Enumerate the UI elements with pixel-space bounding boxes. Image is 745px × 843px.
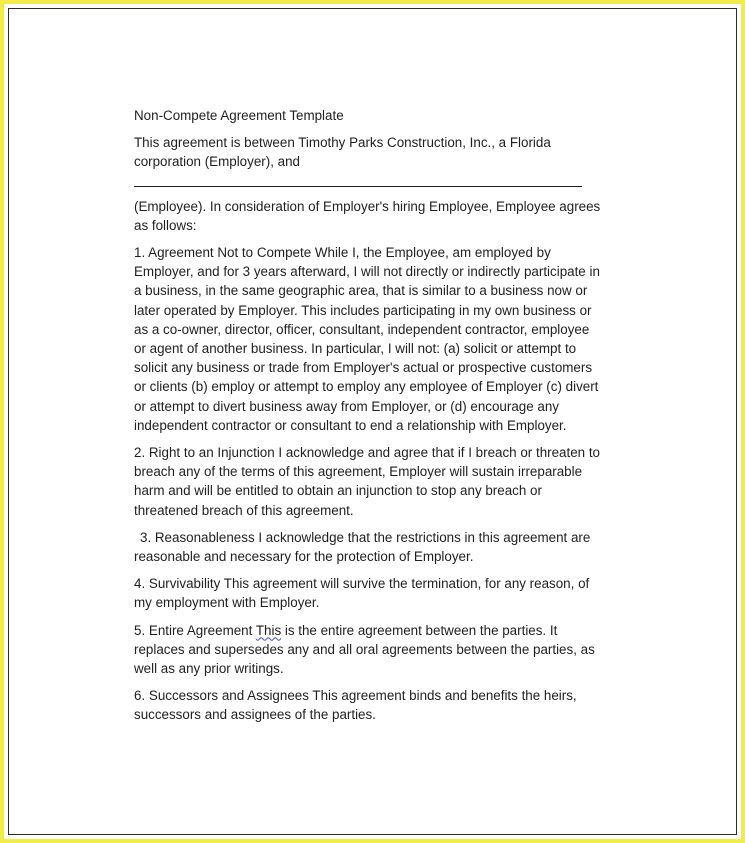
section-4-survivability: 4. Survivability This agreement will survive the termination, for any reason, of my employment with Employer. xyxy=(134,576,590,611)
section-2-right-to-injunction: 2. Right to an Injunction I acknowledge and agree that if I breach or threaten to breach any of the terms of this agreement, Employer will sustain irreparable harm and will be entitled to obtain an injunction to stop any breach or threatened breach of this agreement. xyxy=(134,445,600,518)
spellcheck-flagged-word: This xyxy=(255,622,282,638)
section-5-entire-agreement xyxy=(134,621,604,679)
document-body xyxy=(134,106,604,733)
document-title: Non-Compete Agreement Template xyxy=(134,108,344,123)
section-1-agreement-not-to-compete: 1. Agreement Not to Compete While I, the Employee, am employed by Employer, and for 3 years afterward, I will not directly or indirectly participate in a business, in the same geographic area, that is similar to a business now or later operated by Employer. This includes participating in my own business or as a co-owner, director, officer, consultant, independent contractor, employee or agent of another business. In particular, I will not: (a) solicit or attempt to solicit any business or trade from Employer's actual or prospective customers or clients (b) employ or attempt to employ any employee of Employer (c) divert or attempt to divert business away from Employer, or (d) encourage any independent contractor or consultant to end a relationship with Employer. xyxy=(134,245,600,433)
section-5-text-end: is the entire agreement between the parties. It replaces and supersedes any and all oral agreements between the parties, as well as any prior writings. xyxy=(134,622,595,677)
intro-paragraph: This agreement is between Timothy Parks Construction, Inc., a Florida corporation (Employer), and xyxy=(134,135,551,170)
employee-paragraph: (Employee). In consideration of Employer's hiring Employee, Employee agrees as follows: xyxy=(134,198,601,233)
section-5-text-start: 5. Entire Agreement xyxy=(134,622,256,638)
section-6-successors-and-assignees: 6. Successors and Assignees This agreement binds and benefits the heirs, successors and assignees of the parties. xyxy=(134,688,577,723)
section-3-reasonableness: 3. Reasonableness I acknowledge that the restrictions in this agreement are reasonable and necessary for the protection of Employer. xyxy=(134,529,591,565)
employee-name-blank-line xyxy=(134,186,582,187)
